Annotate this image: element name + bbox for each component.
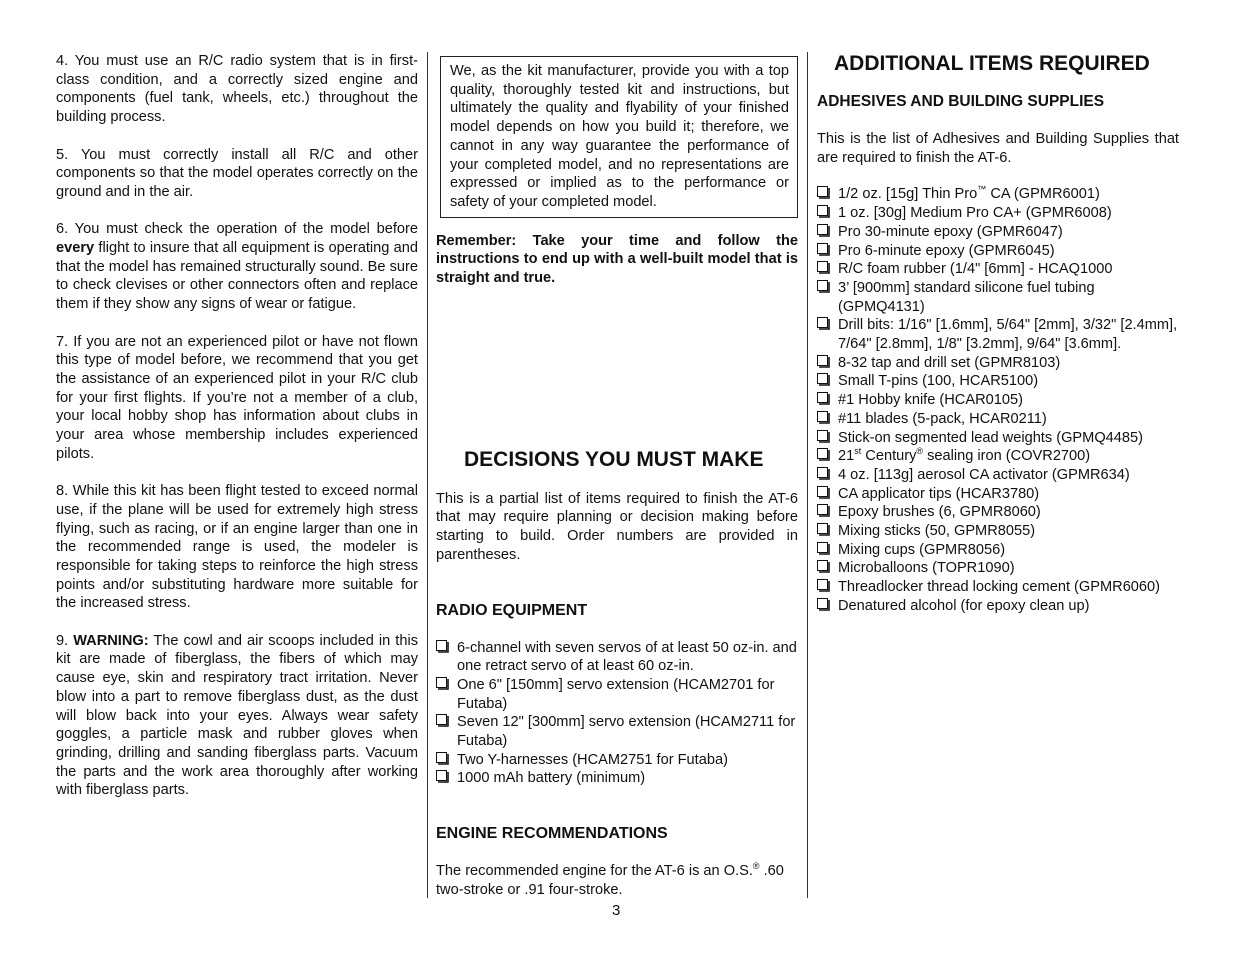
checkbox-icon <box>817 448 830 461</box>
list-item: 21st Century® sealing iron (COVR2700) <box>817 447 1179 466</box>
checkbox-icon <box>817 261 830 274</box>
list-item: 3’ [900mm] standard silicone fuel tubing (GPMQ4131) <box>817 279 1179 316</box>
remember-note: Remember: Take your time and follow the instructions to end up with a well-built model that is straight and true. <box>436 232 798 287</box>
list-item: Pro 30-minute epoxy (GPMR6047) <box>817 223 1179 242</box>
adhesives-intro: This is the list of Adhesives and Building Supplies that are required to finish the AT-6. <box>817 131 1179 166</box>
decisions-intro: This is a partial list of items required to finish the AT-6 that may require planning or decision making before starting to build. Order numbers are provided in parentheses. <box>436 490 798 563</box>
column-left <box>56 52 418 819</box>
checkbox-icon <box>436 677 449 690</box>
list-item: Pro 6-minute epoxy (GPMR6045) <box>817 242 1179 261</box>
checkbox-icon <box>817 373 830 386</box>
checkbox-icon <box>817 355 830 368</box>
list-item: One 6" [150mm] servo extension (HCAM2701 for Futaba) <box>436 676 798 713</box>
checkbox-icon <box>817 392 830 405</box>
page-number: 3 <box>612 902 621 919</box>
checkbox-icon <box>817 579 830 592</box>
additional-items-heading: ADDITIONAL ITEMS REQUIRED <box>834 52 1150 75</box>
checkbox-icon <box>436 640 449 653</box>
checkbox-icon <box>817 504 830 517</box>
checkbox-icon <box>817 598 830 611</box>
checkbox-icon <box>817 280 830 293</box>
disclaimer-box <box>440 56 798 218</box>
column-divider-1 <box>427 52 428 898</box>
checkbox-icon <box>436 752 449 765</box>
checkbox-icon <box>436 770 449 783</box>
list-item: Two Y-harnesses (HCAM2751 for Futaba) <box>436 751 798 770</box>
list-item: #1 Hobby knife (HCAR0105) <box>817 391 1179 410</box>
list-item: Drill bits: 1/16" [1.6mm], 5/64" [2mm], 3/32" [2.4mm], 7/64" [2.8mm], 1/8" [3.2mm], 9/64" [3.6mm]. <box>817 316 1179 353</box>
column-middle <box>436 52 798 900</box>
list-item: Mixing cups (GPMR8056) <box>817 541 1179 560</box>
radio-equipment-heading: RADIO EQUIPMENT <box>436 601 588 619</box>
checkbox-icon <box>817 542 830 555</box>
checkbox-icon <box>817 205 830 218</box>
list-item: Small T-pins (100, HCAR5100) <box>817 372 1179 391</box>
list-item: 1/2 oz. [15g] Thin Pro™ CA (GPMR6001) <box>817 185 1179 204</box>
supplies-list-a <box>817 204 1179 447</box>
column-right <box>817 52 1179 616</box>
checkbox-icon <box>817 560 830 573</box>
decisions-heading: DECISIONS YOU MUST MAKE <box>464 447 764 471</box>
safety-item-8: 8. While this kit has been flight tested to exceed normal use, if the plane will be used for extremely high stress flying, such as racing, or if an engine larger than one in the recommended range is used, the modeler is responsible for taking steps to reinforce the high stress points and/or substituting hardware more suitable for the increased stress. <box>56 483 418 612</box>
list-item: 4 oz. [113g] aerosol CA activator (GPMR634) <box>817 466 1179 485</box>
safety-item-5: 5. You must correctly install all R/C and other components so that the model operates correctly on the ground and in the air. <box>56 146 418 200</box>
checkbox-icon <box>817 486 830 499</box>
list-item: 1000 mAh battery (minimum) <box>436 769 798 788</box>
list-item: 8-32 tap and drill set (GPMR8103) <box>817 354 1179 373</box>
list-item: R/C foam rubber (1/4" [6mm] - HCAQ1000 <box>817 260 1179 279</box>
safety-item-4: 4. You must use an R/C radio system that is in first-class condition, and a correctly sized engine and components (fuel tank, wheels, etc.) throughout the building process. <box>56 53 418 126</box>
column-divider-2 <box>807 52 808 898</box>
list-item: Epoxy brushes (6, GPMR8060) <box>817 503 1179 522</box>
checkbox-icon <box>817 224 830 237</box>
checkbox-icon <box>817 243 830 256</box>
disclaimer-text: We, as the kit manufacturer, provide you with a top quality, thoroughly tested kit and instructions, but ultimately the quality and flyability of your finished model depends on how you build it; therefore, we cannot in any way guarantee the performance of your completed model, and no representations are expressed or implied as to the performance or safety of your completed model. <box>450 63 789 210</box>
list-item: 1 oz. [30g] Medium Pro CA+ (GPMR6008) <box>817 204 1179 223</box>
engine-recommendation-text: The recommended engine for the AT-6 is an O.S.® .60 two-stroke or .91 four-stroke. <box>436 861 784 898</box>
list-item: 6-channel with seven servos of at least 50 oz-in. and one retract servo of at least 60 oz-in. <box>436 639 798 676</box>
safety-item-6: 6. You must check the operation of the model before every flight to insure that all equipment is operating and that the model has remained structurally sound. Be sure to check clevises or other connectors often and replace them if they show any signs of wear or fatigue. <box>56 221 418 313</box>
safety-item-7: 7. If you are not an experienced pilot or have not flown this type of model before, we recommend that you get the assistance of an experienced pilot in your R/C club for your first flights. If you’re not a member of a club, your local hobby shop has information about clubs in your area whose membership includes experienced pilots. <box>56 333 418 462</box>
checkbox-icon <box>817 467 830 480</box>
radio-equipment-list <box>436 639 798 789</box>
supplies-list-b <box>817 466 1179 616</box>
checkbox-icon <box>817 430 830 443</box>
checkbox-icon <box>817 523 830 536</box>
checkbox-icon <box>817 186 830 199</box>
list-item: Threadlocker thread locking cement (GPMR6060) <box>817 578 1179 597</box>
checkbox-icon <box>817 317 830 330</box>
list-item: CA applicator tips (HCAR3780) <box>817 485 1179 504</box>
checkbox-icon <box>436 714 449 727</box>
safety-item-9: 9. WARNING: The cowl and air scoops included in this kit are made of fiberglass, the fibers of which may cause eye, skin and respiratory tract irritation. Never blow into a part to remove fiberglass dust, as the dust will blow back into your eyes. Always wear safety goggles, a particle mask and rubber gloves when grinding, drilling and sanding fiberglass parts. Vacuum the parts and the work area thoroughly after working with fiberglass parts. <box>56 632 418 799</box>
list-item: #11 blades (5-pack, HCAR0211) <box>817 410 1179 429</box>
list-item: Mixing sticks (50, GPMR8055) <box>817 522 1179 541</box>
supplies-list-century <box>817 447 1179 466</box>
list-item: Stick-on segmented lead weights (GPMQ4485) <box>817 429 1179 448</box>
checkbox-icon <box>817 411 830 424</box>
engine-recommendations-heading: ENGINE RECOMMENDATIONS <box>436 825 668 843</box>
adhesives-heading: ADHESIVES AND BUILDING SUPPLIES <box>817 93 1105 110</box>
list-item: Microballoons (TOPR1090) <box>817 559 1179 578</box>
list-item: Seven 12" [300mm] servo extension (HCAM2711 for Futaba) <box>436 713 798 750</box>
supplies-list <box>817 185 1179 204</box>
list-item: Denatured alcohol (for epoxy clean up) <box>817 597 1179 616</box>
